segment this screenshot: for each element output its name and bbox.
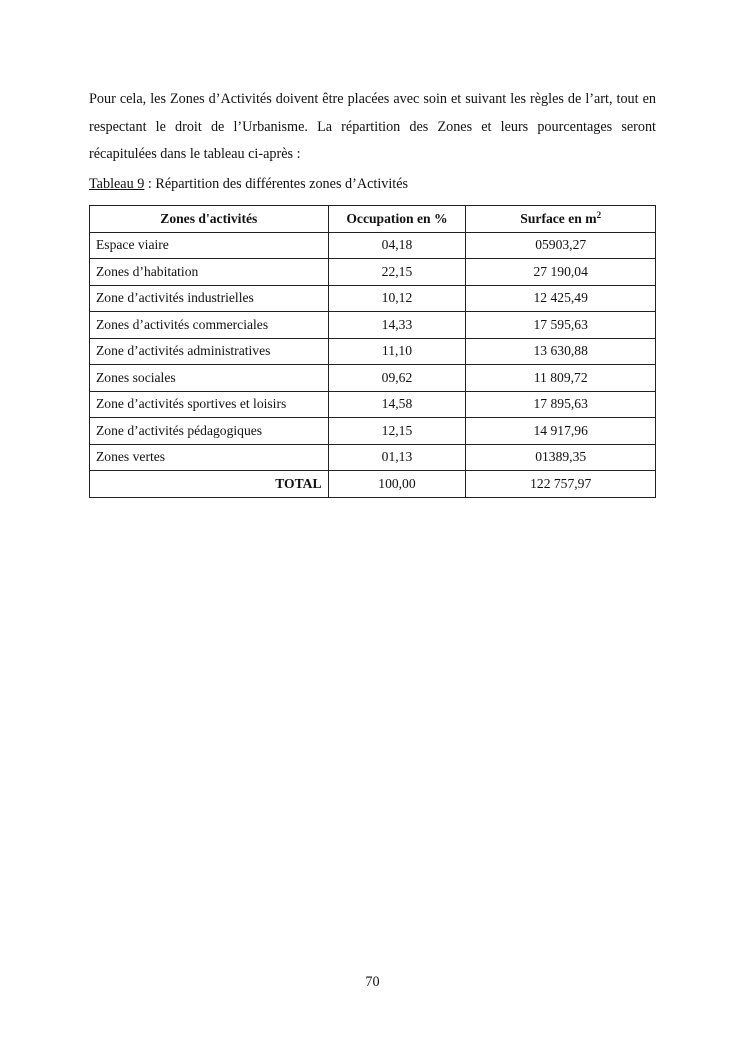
zones-table	[89, 205, 656, 498]
table-row	[90, 232, 656, 259]
occupation-cell: 12,15	[328, 418, 466, 445]
zone-cell: Zones vertes	[90, 444, 329, 471]
header-surface	[466, 206, 656, 233]
table-header-row	[90, 206, 656, 233]
total-occupation: 100,00	[328, 471, 466, 498]
zone-cell: Zones d’activités commerciales	[90, 312, 329, 339]
occupation-cell: 22,15	[328, 259, 466, 286]
occupation-cell: 11,10	[328, 338, 466, 365]
table-row	[90, 365, 656, 392]
surface-cell: 14 917,96	[466, 418, 656, 445]
table-row	[90, 312, 656, 339]
total-label: TOTAL	[90, 471, 329, 498]
zone-cell: Zones sociales	[90, 365, 329, 392]
table-caption	[89, 175, 408, 193]
occupation-cell: 14,33	[328, 312, 466, 339]
surface-cell: 12 425,49	[466, 285, 656, 312]
table-row	[90, 444, 656, 471]
surface-cell: 01389,35	[466, 444, 656, 471]
table-row	[90, 285, 656, 312]
table-row	[90, 338, 656, 365]
surface-cell: 05903,27	[466, 232, 656, 259]
surface-cell: 13 630,88	[466, 338, 656, 365]
page-number: 70	[365, 974, 380, 990]
zone-cell: Zone d’activités pédagogiques	[90, 418, 329, 445]
header-surface-text: Surface en m	[520, 210, 597, 226]
occupation-cell: 10,12	[328, 285, 466, 312]
header-zones: Zones d'activités	[90, 206, 329, 233]
header-occupation: Occupation en %	[328, 206, 466, 233]
occupation-cell: 04,18	[328, 232, 466, 259]
zone-cell: Espace viaire	[90, 232, 329, 259]
surface-cell: 27 190,04	[466, 259, 656, 286]
zone-cell: Zones d’habitation	[90, 259, 329, 286]
zone-cell: Zone d’activités sportives et loisirs	[90, 391, 329, 418]
table-caption-label: Tableau 9	[89, 176, 145, 192]
table-caption-text: : Répartition des différentes zones d’Activités	[144, 176, 409, 192]
table-row	[90, 391, 656, 418]
zone-cell: Zone d’activités industrielles	[90, 285, 329, 312]
occupation-cell: 01,13	[328, 444, 466, 471]
surface-cell: 11 809,72	[466, 365, 656, 392]
table-total-row	[90, 471, 656, 498]
zone-cell: Zone d’activités administratives	[90, 338, 329, 365]
occupation-cell: 09,62	[328, 365, 466, 392]
body-paragraph: Pour cela, les Zones d’Activités doivent être placées avec soin et suivant les règles de l’art, tout en respectant le droit de l’Urbanisme. La répartition des Zones et leurs pourcentages seront récapitulées dans le tableau ci-après :	[89, 91, 656, 162]
occupation-cell: 14,58	[328, 391, 466, 418]
table-row	[90, 418, 656, 445]
surface-cell: 17 895,63	[466, 391, 656, 418]
table-row	[90, 259, 656, 286]
surface-cell: 17 595,63	[466, 312, 656, 339]
header-surface-exponent: 2	[596, 209, 602, 220]
total-surface: 122 757,97	[466, 471, 656, 498]
